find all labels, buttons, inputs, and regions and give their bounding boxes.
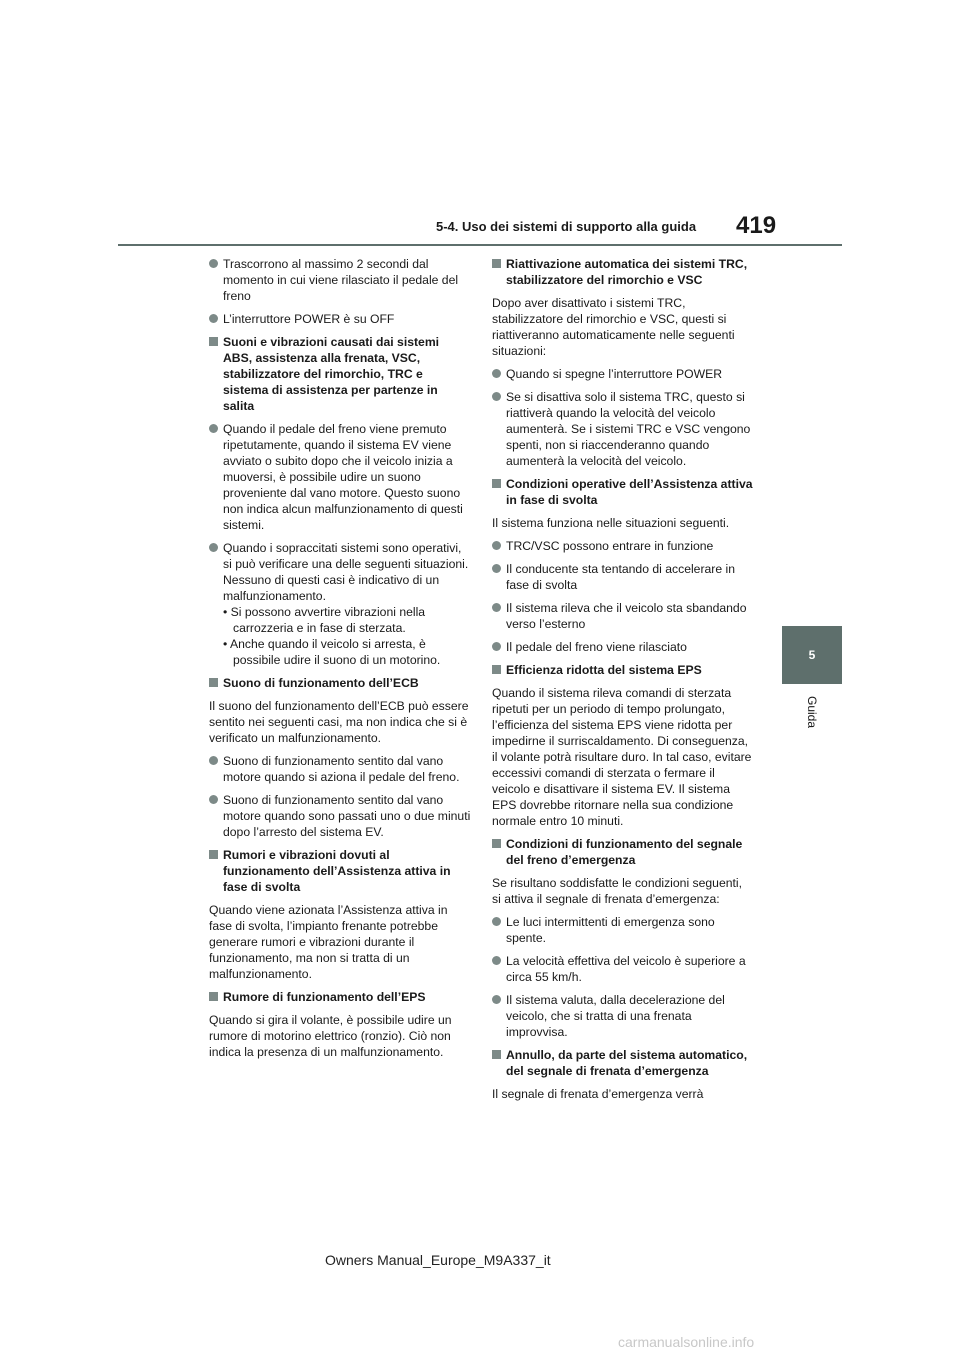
chapter-label: [786, 690, 838, 734]
bullet-item: [492, 538, 754, 554]
block-text: Rumore di funzionamento dell’EPS: [223, 990, 426, 1004]
chapter-number: 5: [808, 648, 816, 662]
paragraph: [209, 1012, 471, 1060]
left-column: [209, 256, 471, 1067]
block-text: L’interruttore POWER è su OFF: [223, 312, 395, 326]
block-text: La velocità effettiva del veicolo è superiore a circa 55 km/h.: [506, 954, 746, 984]
section-heading: [492, 662, 754, 678]
section-heading: [209, 989, 471, 1005]
right-column: [492, 256, 754, 1109]
chapter-tab: [782, 626, 842, 684]
block-text: Se si disattiva solo il sistema TRC, questo si riattiverà quando la velocità del veicolo aumenterà. Se i sistemi TRC e VSC vengono spenti, non si riaccenderanno quando aumenterà la velocità del veicolo.: [506, 390, 751, 468]
header-rule: [118, 244, 842, 246]
block-text: Il pedale del freno viene rilasciato: [506, 640, 687, 654]
paragraph: [492, 515, 754, 531]
block-text: Le luci intermittenti di emergenza sono spente.: [506, 915, 715, 945]
paragraph: [492, 1086, 754, 1102]
block-text: Quando il pedale del freno viene premuto ripetutamente, quando il sistema EV viene avviato o subito dopo che il veicolo inizia a muoversi, è possibile udire un suono proveniente dal vano motore. Questo suono non indica alcun malfunzionamento di questi sistemi.: [223, 422, 463, 532]
block-text: Il conducente sta tentando di accelerare in fase di svolta: [506, 562, 736, 592]
block-text: Se risultano soddisfatte le condizioni seguenti, si attiva il segnale di frenata d’emergenza:: [492, 876, 742, 906]
block-text: Efficienza ridotta del sistema EPS: [506, 663, 702, 677]
section-heading: [492, 256, 754, 288]
block-text: Annullo, da parte del sistema automatico, del segnale di frenata d’emergenza: [506, 1048, 748, 1078]
sub-item: • Anche quando il veicolo si arresta, è possibile udire il suono di un motorino.: [223, 637, 441, 667]
block-text: Il segnale di frenata d’emergenza verrà: [492, 1087, 704, 1101]
bullet-item: [209, 540, 471, 668]
bullet-item: [492, 992, 754, 1040]
bullet-item: [209, 753, 471, 785]
section-heading: [209, 334, 471, 414]
paragraph: [209, 902, 471, 982]
section-heading: [209, 847, 471, 895]
block-text: Suono di funzionamento sentito dal vano motore quando sono passati uno o due minuti dopo l’arresto del sistema EV.: [223, 793, 471, 839]
block-text: Suoni e vibrazioni causati dai sistemi ABS, assistenza alla frenata, VSC, stabilizzatore del rimorchio, TRC e sistema di assistenza per partenze in salita: [223, 335, 440, 413]
footer-manual-id: Owners Manual_Europe_M9A337_it: [325, 1252, 551, 1268]
block-text: Trascorrono al massimo 2 secondi dal momento in cui viene rilasciato il pedale del freno: [223, 257, 459, 303]
section-heading: [492, 1047, 754, 1079]
section-heading: [492, 476, 754, 508]
section-heading: [209, 675, 471, 691]
chapter-label-text: Guida: [805, 695, 819, 729]
bullet-item: [209, 311, 471, 327]
paragraph: [492, 875, 754, 907]
bullet-item: [492, 366, 754, 382]
paragraph: [492, 295, 754, 359]
bullet-item: [492, 600, 754, 632]
watermark: carmanualsonline.info: [618, 1334, 755, 1350]
bullet-item: [492, 389, 754, 469]
paragraph: [492, 685, 754, 829]
block-text: Rumori e vibrazioni dovuti al funzionamento dell’Assistenza attiva in fase di svolta: [223, 848, 451, 894]
block-text: TRC/VSC possono entrare in funzione: [506, 539, 714, 553]
block-text: Quando si gira il volante, è possibile udire un rumore di motorino elettrico (ronzio). Ciò non indica la presenza di un malfunzionamento.: [209, 1013, 452, 1059]
block-text: Condizioni di funzionamento del segnale del freno d’emergenza: [506, 837, 743, 867]
block-text: Quando i sopraccitati sistemi sono operativi, si può verificare una delle seguenti situazioni. Nessuno di questi casi è indicativo di un malfunzionamento.: [223, 541, 469, 603]
block-text: Riattivazione automatica dei sistemi TRC, stabilizzatore del rimorchio e VSC: [506, 257, 748, 287]
block-text: Dopo aver disattivato i sistemi TRC, stabilizzatore del rimorchio e VSC, questi si riattiveranno automaticamente nelle seguenti situazioni:: [492, 296, 735, 358]
bullet-item: [209, 256, 471, 304]
section-heading: [492, 836, 754, 868]
block-text: Quando si spegne l’interruttore POWER: [506, 367, 723, 381]
bullet-item: [492, 953, 754, 985]
block-text: Quando viene azionata l’Assistenza attiva in fase di svolta, l’impianto frenante potrebbe generare rumori e vibrazioni durante il funzionamento, ma non si tratta di un malfunzionamento.: [209, 903, 448, 981]
block-text: Suono di funzionamento dell’ECB: [223, 676, 419, 690]
page-number: 419: [736, 212, 777, 239]
block-text: Quando il sistema rileva comandi di sterzata ripetuti per un periodo di tempo prolungato, l’efficienza del sistema EPS viene ridotta per impedirne il surriscaldamento. Di conseguenza, il volante potrà risultare duro. In tal caso, evitare eccessivi comandi di sterzata o fermare il veicolo e disattivare il sistema EV. Il sistema EPS dovrebbe ritornare nella sua condizione normale entro 10 minuti.: [492, 686, 752, 828]
paragraph: [209, 698, 471, 746]
sub-item: • Si possono avvertire vibrazioni nella carrozzeria e in fase di sterzata.: [223, 605, 426, 635]
bullet-item: [492, 561, 754, 593]
block-text: Condizioni operative dell’Assistenza attiva in fase di svolta: [506, 477, 753, 507]
block-text: Suono di funzionamento sentito dal vano motore quando si aziona il pedale del freno.: [223, 754, 460, 784]
block-text: Il suono del funzionamento dell’ECB può essere sentito nei seguenti casi, ma non indica che si è verificato un malfunzionamento.: [209, 699, 469, 745]
block-text: Il sistema funziona nelle situazioni seguenti.: [492, 516, 730, 530]
bullet-item: [209, 421, 471, 533]
block-text: Il sistema valuta, dalla decelerazione del veicolo, che si tratta di una frenata improvvisa.: [506, 993, 725, 1039]
block-text: Il sistema rileva che il veicolo sta sbandando verso l’esterno: [506, 601, 747, 631]
section-title: 5-4. Uso dei sistemi di supporto alla guida: [436, 219, 697, 234]
bullet-item: [209, 792, 471, 840]
bullet-item: [492, 914, 754, 946]
bullet-item: [492, 639, 754, 655]
